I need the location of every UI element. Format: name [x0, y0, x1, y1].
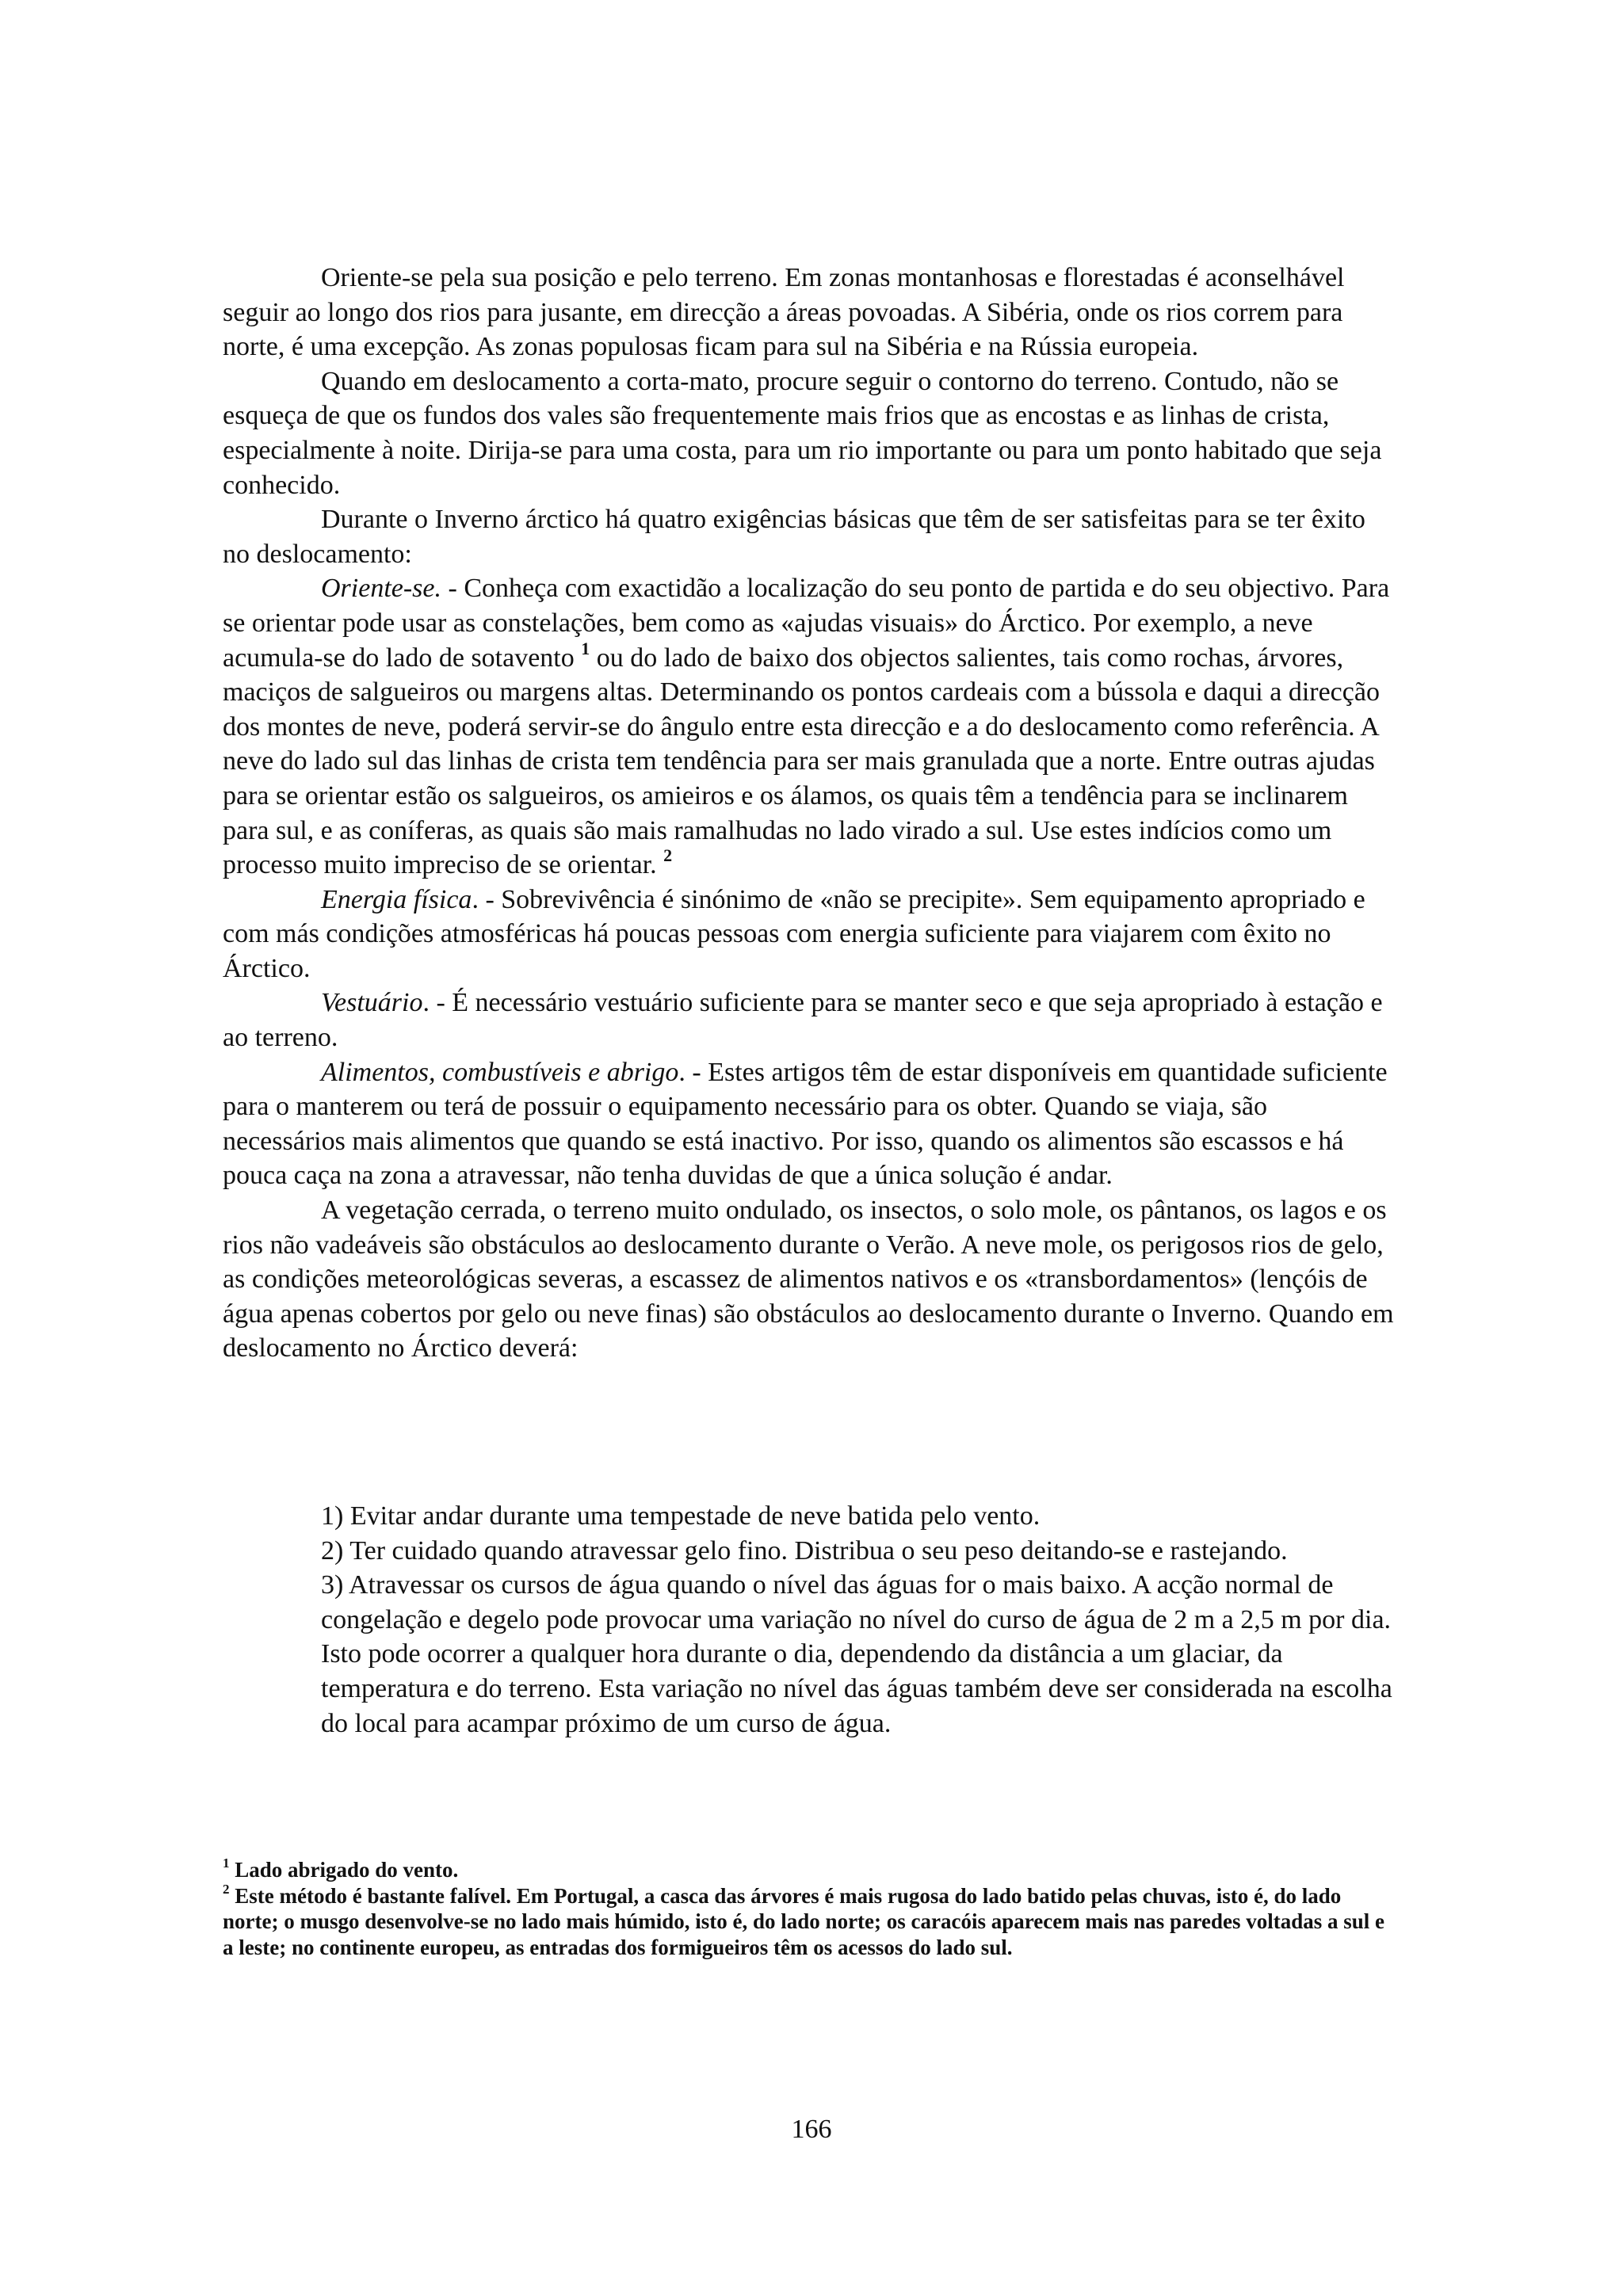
- paragraph-heading: Vestuário: [321, 988, 423, 1018]
- paragraph-heading: Oriente-se.: [321, 574, 442, 604]
- list-item: 1) Evitar andar durante uma tempestade de neve batida pelo vento.: [321, 1501, 1041, 1531]
- paragraph-text: . - Sobrevivência é sinónimo de «não se precipite». Sem equipamento apropriado e com más condições atmosféricas há poucas pessoas com energia suficiente para viajarem com êxito no Árctico.: [223, 884, 1365, 983]
- footnote-mark: 1: [223, 1855, 230, 1871]
- paragraph-heading: Energia física: [321, 884, 472, 914]
- footnote-ref-1: 1: [581, 638, 590, 658]
- footnotes: [223, 1857, 1394, 1960]
- paragraph-vestuario: [223, 986, 1394, 1055]
- paragraph-energia-fisica: [223, 883, 1394, 986]
- footnote-text: Lado abrigado do vento.: [229, 1858, 459, 1882]
- paragraph-oriente-se: [223, 571, 1394, 882]
- paragraph-cross-country: [223, 364, 1394, 502]
- footnote-1: [223, 1857, 1394, 1883]
- paragraph-text: ou do lado de baixo dos objectos salientes, tais como rochas, árvores, maciços de salgueiros ou margens altas. Determinando os pontos cardeais com a bússola e daqui a direcção dos montes de neve, poderá servir-se do ângulo entre esta direcção e a do deslocamento como referência. A neve do lado sul das linhas de crista tem tendência para ser mais granulada que a norte. Entre outras ajudas para se orientar estão os salgueiros, os amieiros e os álamos, os quais têm a tendência para se inclinarem para sul, e as coníferas, as quais são mais ramalhudas no lado virado a sul. Use estes indícios como um processo muito impreciso de se orientar.: [223, 643, 1380, 880]
- paragraph-text: . - É necessário vestuário suficiente para se manter seco e que seja apropriado à estação e ao terreno.: [223, 988, 1383, 1053]
- paragraph-text: . - Estes artigos têm de estar disponíveis em quantidade suficiente para o manterem ou terá de possuir o equipamento necessário para os obter. Quando se viaja, são necessários mais alimentos que quando se está inactivo. Por isso, quando os alimentos são escassos e há pouca caça na zona a atravessar, não tenha duvidas de que a única solução é andar.: [223, 1057, 1388, 1191]
- list-item: 3) Atravessar os cursos de água quando o nível das águas for o mais baixo. A acção normal de congelação e degelo pode provocar uma variação no nível do curso de água de 2 m a 2,5 m por dia. Isto pode ocorrer a qualquer hora durante o dia, dependendo da distância a um glaciar, da temperatura e do terreno. Esta variação no nível das águas também deve ser considerada na escolha do local para acampar próximo de um curso de água.: [321, 1570, 1392, 1738]
- footnote-2: [223, 1883, 1394, 1961]
- paragraph-text: - Conheça com exactidão a localização do seu ponto de partida e do seu objectivo. Para se orientar pode usar as constelações, bem como as «ajudas visuais» do Árctico. Por exemplo, a neve acumula-se do lado de sotavento: [223, 574, 1390, 673]
- numbered-list: [321, 1499, 1407, 1741]
- paragraph-winter-requirements: [223, 502, 1394, 571]
- list-item: 2) Ter cuidado quando atravessar gelo fino. Distribua o seu peso deitando-se e rastejando.: [321, 1535, 1288, 1566]
- paragraph-orientation: [223, 261, 1394, 364]
- paragraph-text: Oriente-se pela sua posição e pelo terreno. Em zonas montanhosas e florestadas é aconselhável seguir ao longo dos rios para jusante, em direcção a áreas povoadas. A Sibéria, onde os rios correm para norte, é uma excepção. As zonas populosas ficam para sul na Sibéria e na Rússia europeia.: [223, 263, 1345, 362]
- page-number: 166: [791, 2115, 832, 2144]
- paragraph-text: Durante o Inverno árctico há quatro exigências básicas que têm de ser satisfeitas para se ter êxito no deslocamento:: [223, 505, 1365, 569]
- footnote-ref-2: 2: [663, 845, 673, 866]
- paragraph-alimentos: [223, 1055, 1394, 1193]
- paragraph-obstacles: [223, 1193, 1394, 1366]
- paragraph-text: Quando em deslocamento a corta-mato, procure seguir o contorno do terreno. Contudo, não se esqueça de que os fundos dos vales são frequentemente mais frios que as encostas e as linhas de crista, especialmente à noite. Dirija-se para uma costa, para um rio importante ou para um ponto habitado que seja conhecido.: [223, 366, 1382, 500]
- footnote-text: Este método é bastante falível. Em Portugal, a casca das árvores é mais rugosa do lado batido pelas chuvas, isto é, do lado norte; o musgo desenvolve-se no lado mais húmido, isto é, do lado norte; os caracóis aparecem mais nas paredes voltadas a sul e a leste; no continente europeu, as entradas dos formigueiros têm os acessos do lado sul.: [223, 1883, 1384, 1959]
- paragraph-text: A vegetação cerrada, o terreno muito ondulado, os insectos, o solo mole, os pântanos, os lagos e os rios não vadeáveis são obstáculos ao deslocamento durante o Verão. A neve mole, os perigosos rios de gelo, as condições meteorológicas severas, a escassez de alimentos nativos e os «transbordamentos» (lençóis de água apenas cobertos por gelo ou neve finas) são obstáculos ao deslocamento durante o Inverno. Quando em deslocamento no Árctico deverá:: [223, 1196, 1394, 1363]
- footnote-mark: 2: [223, 1881, 230, 1897]
- body-text: [223, 261, 1394, 1366]
- paragraph-heading: Alimentos, combustíveis e abrigo: [321, 1057, 679, 1087]
